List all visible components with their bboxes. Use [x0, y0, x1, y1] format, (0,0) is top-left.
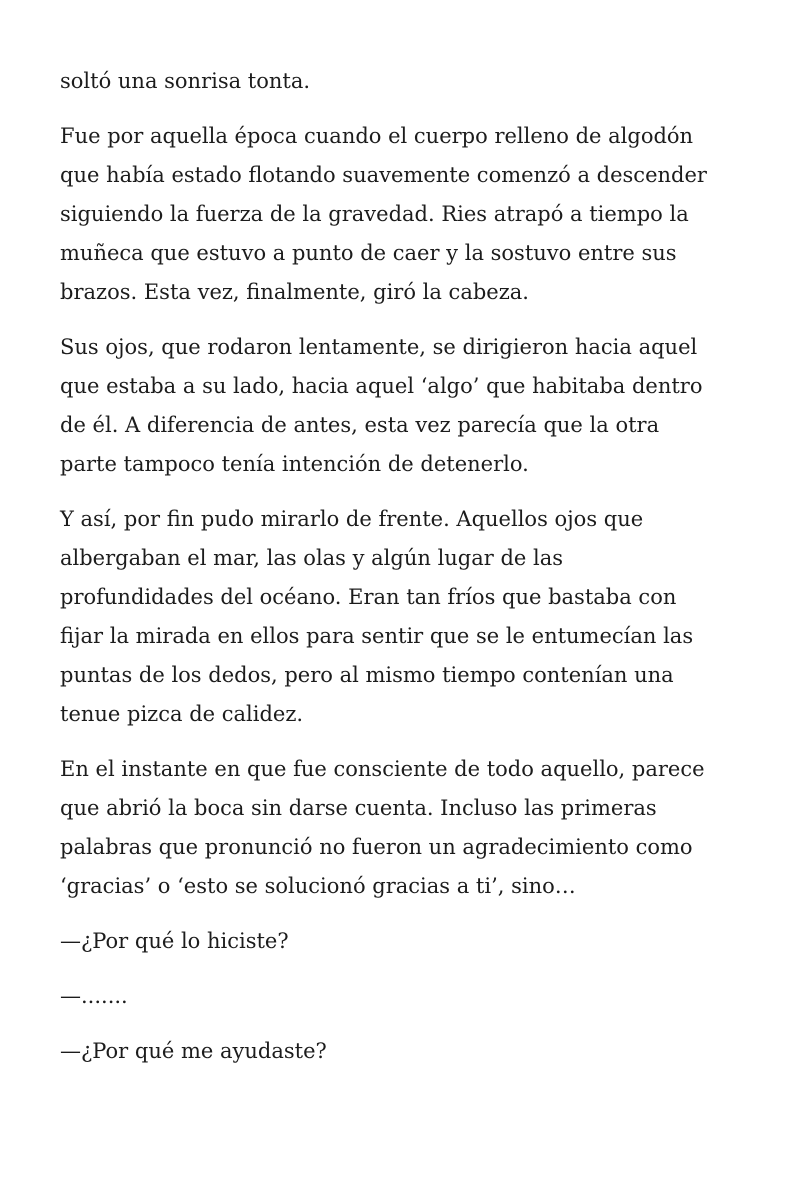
- dialogue-line: —.......: [60, 984, 128, 1008]
- paragraph: Y así, por fin pudo mirarlo de frente. Aquellos ojos que albergaban el mar, las olas y algún lugar de las profundidades del océano. Eran tan fríos que bastaba con fijar la mirada en ellos para sentir que se le entumecían las puntas de los dedos, pero al mismo tiempo contenían una tenue pizca de calidez.: [60, 507, 694, 726]
- page-text: [60, 62, 750, 1087]
- paragraph: soltó una sonrisa tonta.: [60, 69, 311, 93]
- paragraph: Fue por aquella época cuando el cuerpo relleno de algodón que había estado flotando suavemente comenzó a descender siguiendo la fuerza de la gravedad. Ries atrapó a tiempo la muñeca que estuvo a punto de caer y la sostuvo entre sus brazos. Esta vez, finalmente, giró la cabeza.: [60, 124, 707, 304]
- dialogue-line: —¿Por qué lo hiciste?: [60, 929, 289, 953]
- dialogue-line: —¿Por qué me ayudaste?: [60, 1039, 327, 1063]
- paragraph: Sus ojos, que rodaron lentamente, se dirigieron hacia aquel que estaba a su lado, hacia aquel ‘algo’ que habitaba dentro de él. A diferencia de antes, esta vez parecía que la otra parte tampoco tenía intención de detenerlo.: [60, 335, 703, 476]
- paragraph: En el instante en que fue consciente de todo aquello, parece que abrió la boca sin darse cuenta. Incluso las primeras palabras que pronunció no fueron un agradecimiento como ‘gracias’ o ‘esto se solucionó gracias a ti’, sino…: [60, 757, 705, 898]
